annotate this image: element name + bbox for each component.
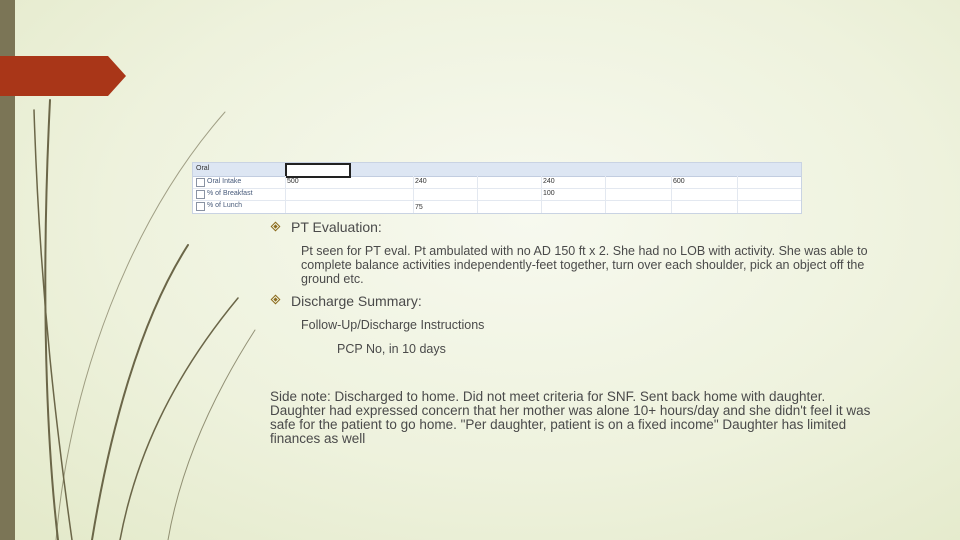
- side-note-line-1: Side note: Discharged to home. Did not meet criteria for SNF. Sent back home with daughter.: [270, 389, 826, 404]
- cell-value: 240: [543, 178, 555, 185]
- side-note-line-4: finances as well: [270, 431, 366, 446]
- cell-value: 75: [415, 204, 423, 211]
- cell-value: 500: [287, 178, 299, 185]
- table-header-label: Oral: [196, 165, 210, 172]
- pt-evaluation-line-2: complete balance activities independently-feet together, turn over each shoulder, pick an object off the: [301, 258, 865, 272]
- pcp-follow-up: PCP No, in 10 days: [337, 342, 446, 356]
- side-note-line-2: Daughter had expressed concern that her mother was alone 10+ hours/day and she didn't feel it was: [270, 403, 871, 418]
- discharge-summary-heading: Discharge Summary:: [291, 293, 422, 309]
- pt-evaluation-line-3: ground etc.: [301, 272, 364, 286]
- pt-evaluation-line-1: Pt seen for PT eval. Pt ambulated with no AD 150 ft x 2. She had no LOB with activity. She was able to: [301, 244, 868, 258]
- pt-evaluation-heading: PT Evaluation:: [291, 219, 382, 235]
- cell-value: 100: [543, 190, 555, 197]
- row-checkbox[interactable]: [196, 178, 205, 187]
- intake-table-screenshot: [192, 162, 802, 214]
- cell-value: 600: [673, 178, 685, 185]
- row-label: % of Breakfast: [207, 190, 253, 197]
- discharge-instructions: Follow-Up/Discharge Instructions: [301, 318, 485, 332]
- side-note-line-3: safe for the patient to go home. "Per daughter, patient is on a fixed income" Daughter has limited: [270, 417, 847, 432]
- row-label: Oral Intake: [207, 178, 242, 185]
- row-checkbox[interactable]: [196, 190, 205, 199]
- row-label: % of Lunch: [207, 202, 243, 209]
- table-row: [193, 200, 801, 212]
- cell-value: 240: [415, 178, 427, 185]
- row-checkbox[interactable]: [196, 202, 205, 211]
